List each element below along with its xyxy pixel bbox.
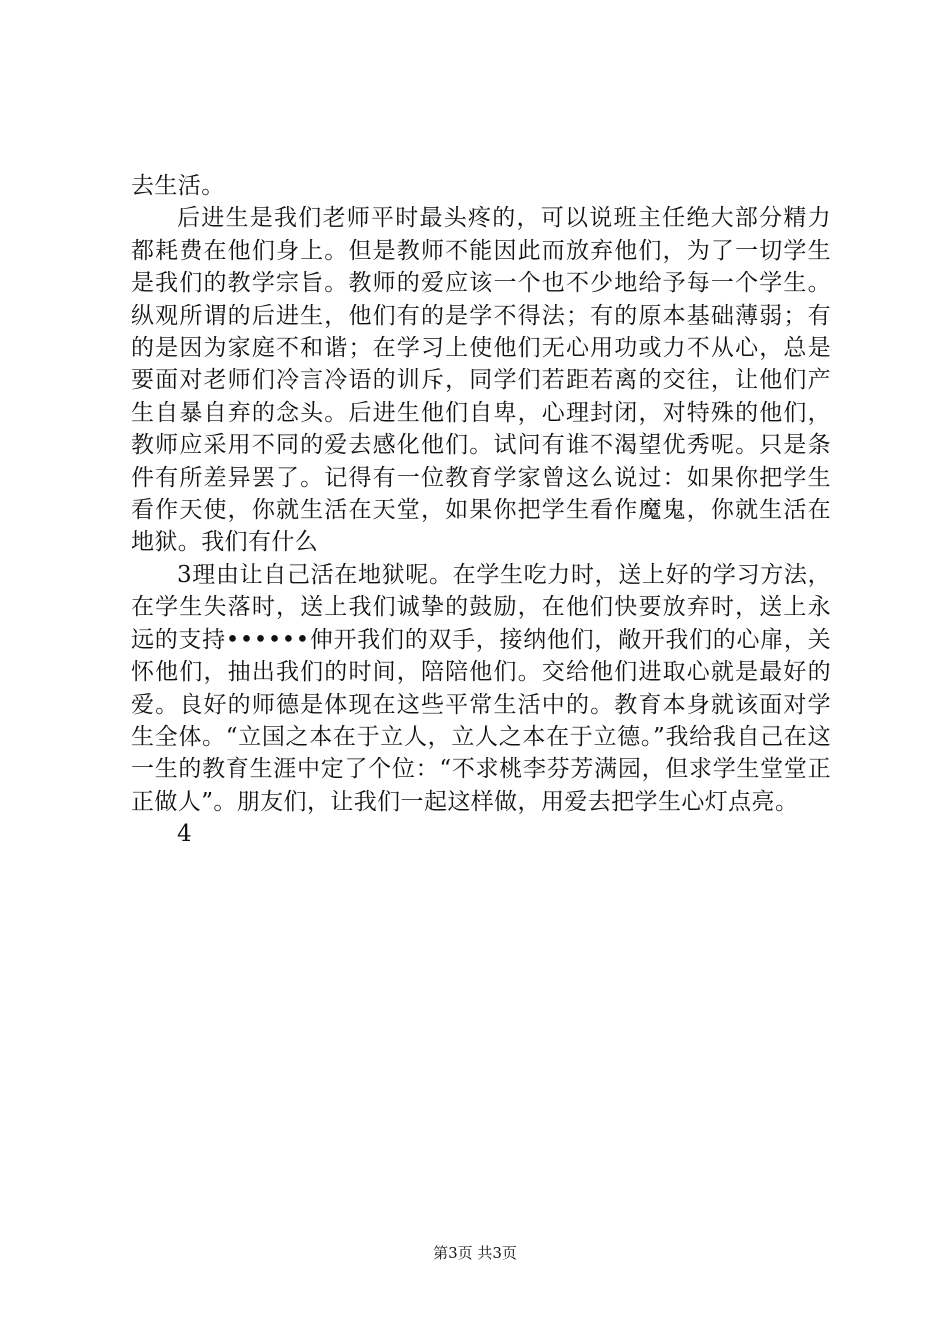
paragraph-underachievers: 后进生是我们老师平时最头疼的，可以说班主任绝大部分精力都耗费在他们身上。但是教师不能因此而放弃他们，为了一切学生是我们的教学宗旨。教师的爱应该一个也不少地给予每一个学生。纵观所谓的后进生，他们有的是学不得法；有的原本基础薄弱；有的是因为家庭不和谐；在学习上使他们无心用功或力不从心，总是要面对老师们冷言冷语的训斥，同学们若距若离的交往，让他们产生自暴自弃的念头。后进生他们自卑，心理封闭，对特殊的他们，教师应采用不同的爱去感化他们。试问有谁不渴望优秀呢。只是条件有所差异罢了。记得有一位教育学家曾这么说过：如果你把学生看作天使，你就生活在天堂，如果你把学生看作魔鬼，你就生活在地狱。我们有什么	[131, 205, 831, 556]
paragraph-section-number: 4	[177, 821, 193, 848]
paragraph-continuation: 去生活。	[131, 173, 225, 199]
paragraph-teacher-love: 3理由让自己活在地狱呢。在学生吃力时，送上好的学习方法，在学生失落时，送上我们诚挚的鼓励，在他们快要放弃时，送上永远的支持••••••伸开我们的双手，接纳他们，敞开我们的心扉，关怀他们，抽出我们的时间，陪陪他们。交给他们进取心就是最好的爱。良好的师德是体现在这些平常生活中的。教育本身就该面对学生全体。“立国之本在于立人，立人之本在于立德。”我给我自己在这一生的教育生涯中定了个位：“不求桃李芬芳满园，但求学生堂堂正正做人”。朋友们，让我们一起这样做，用爱去把学生心灯点亮。	[131, 561, 831, 815]
page-footer: 第3页 共3页	[433, 1244, 517, 1262]
document-body	[131, 170, 831, 851]
